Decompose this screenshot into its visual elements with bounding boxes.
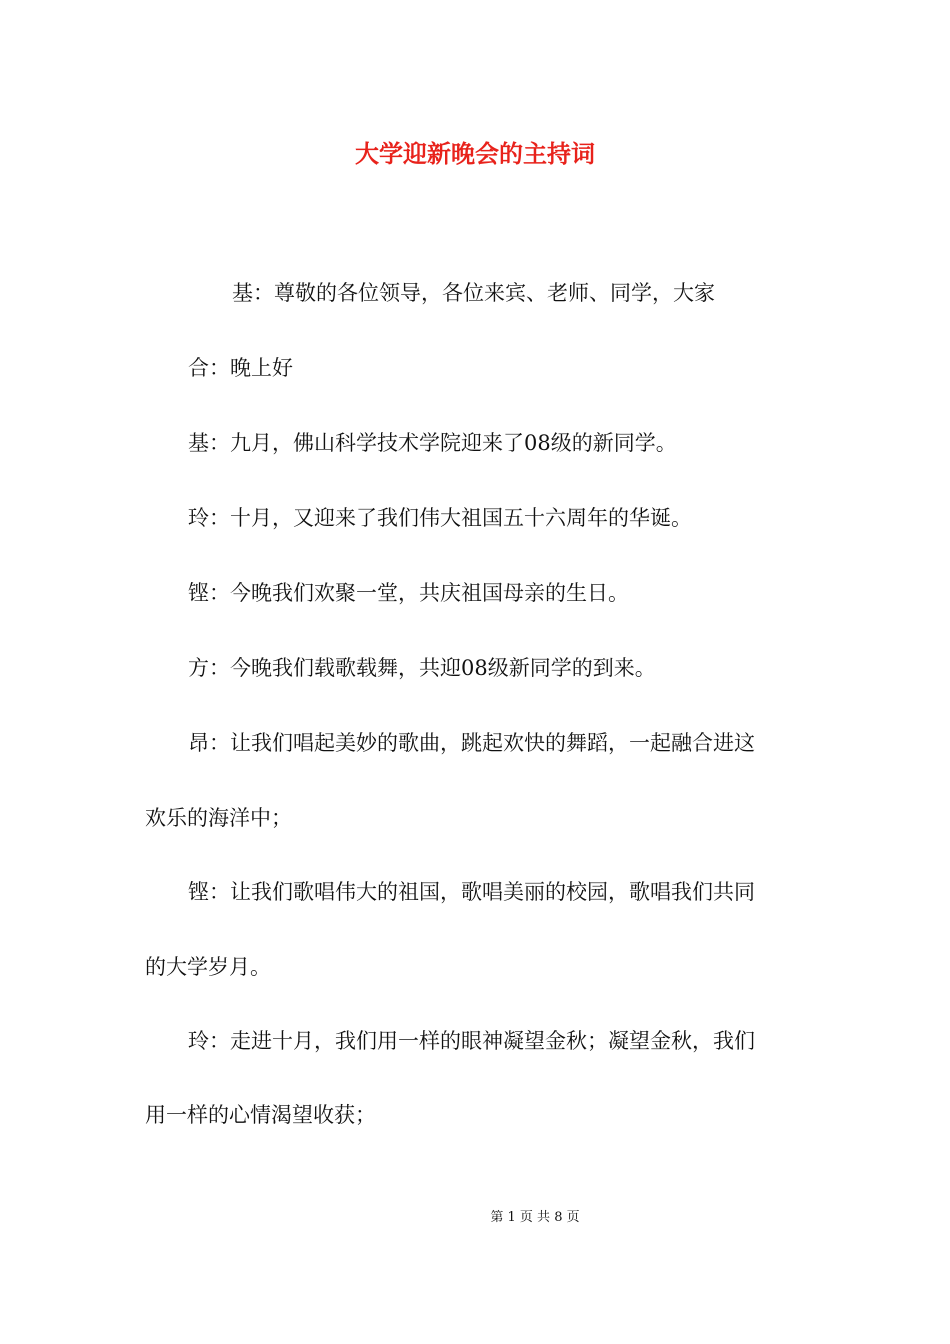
paragraph-line: 昂：让我们唱起美妙的歌曲，跳起欢快的舞蹈，一起融合进这 bbox=[188, 731, 755, 755]
document-title: 大学迎新晚会的主持词 bbox=[355, 139, 595, 168]
paragraph-line: 基：九月，佛山科学技术学院迎来了08级的新同学。 bbox=[188, 431, 677, 455]
paragraph-line: 铿：今晚我们欢聚一堂，共庆祖国母亲的生日。 bbox=[188, 581, 629, 605]
paragraph-line: 玲：走进十月，我们用一样的眼神凝望金秋；凝望金秋，我们 bbox=[188, 1029, 755, 1053]
paragraph-line: 的大学岁月。 bbox=[145, 955, 271, 979]
page-number-footer: 第 1 页 共 8 页 bbox=[490, 1210, 580, 1225]
paragraph-line: 铿：让我们歌唱伟大的祖国，歌唱美丽的校园，歌唱我们共同 bbox=[188, 880, 755, 904]
paragraph-line: 合：晚上好 bbox=[188, 356, 293, 380]
paragraph-line: 方：今晚我们载歌载舞，共迎08级新同学的到来。 bbox=[188, 656, 656, 680]
paragraph-line: 玲：十月，又迎来了我们伟大祖国五十六周年的华诞。 bbox=[188, 506, 692, 530]
paragraph-line: 欢乐的海洋中； bbox=[145, 806, 292, 830]
paragraph-line: 用一样的心情渴望收获； bbox=[145, 1103, 376, 1127]
paragraph-line: 基：尊敬的各位领导，各位来宾、老师、同学，大家 bbox=[232, 281, 715, 305]
